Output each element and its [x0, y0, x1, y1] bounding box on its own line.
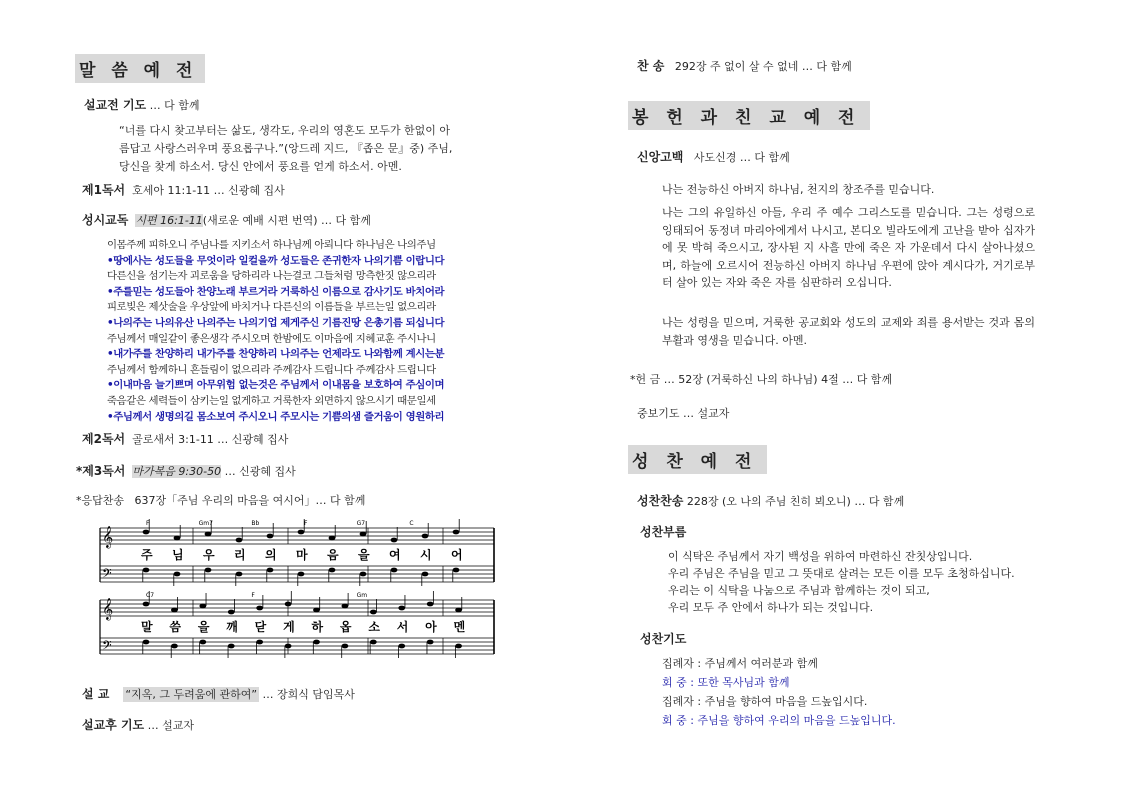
note-head	[391, 538, 398, 543]
note-head	[298, 572, 305, 577]
responsive-reading	[82, 211, 371, 228]
note-head	[313, 608, 320, 613]
prayer-line-1: “너를 다시 찾고부터는 삶도, 생각도, 우리의 영혼도 모두가 한없이 아	[119, 124, 451, 137]
pre-sermon-prayer-suffix: … 다 함께	[149, 99, 200, 112]
chord-symbol: Bb	[251, 520, 260, 527]
note-head	[391, 568, 398, 573]
note-head	[143, 602, 150, 607]
eucharist-hymn-text: 228장 (오 나의 주님 친히 뵈오니) … 다 함께	[686, 495, 905, 508]
bass-clef: 𝄢	[102, 638, 112, 656]
lyric-syllable: 닫	[254, 620, 267, 634]
section-title-eucharist: 성 찬 예 전	[628, 445, 767, 474]
eucharist-prayer-label: 성찬기도	[640, 632, 687, 646]
reading-1-text: 호세아 11:1-11 … 신광혜 집사	[132, 184, 285, 197]
offering-text: … 52장 (거룩하신 나의 하나님) 4절 … 다 함께	[663, 373, 893, 386]
reading-2-label: 제2독서	[82, 432, 126, 446]
prayer-exchange-1: 집례자 : 주님께서 여러분과 함께	[662, 657, 818, 670]
lyric-syllable: 소	[368, 620, 380, 634]
sermon-label: 설 교	[82, 687, 110, 701]
eucharist-hymn-label: 성찬찬송	[637, 494, 684, 508]
note-head	[228, 644, 235, 649]
section-title-offering: 봉 헌 과 친 교 예 전	[628, 101, 870, 130]
offering	[630, 371, 892, 387]
intercession-text: … 설교자	[683, 407, 730, 420]
response-hymn	[76, 492, 365, 508]
note-head	[228, 610, 235, 615]
reading-1	[82, 181, 285, 198]
chord-symbol: C	[409, 520, 414, 527]
hymn-text: 292장 주 없이 살 수 없네 … 다 함께	[674, 60, 852, 73]
reading-1-label: 제1독서	[82, 183, 126, 197]
lyric-syllable: 어	[451, 548, 463, 562]
psalm-lines	[107, 238, 502, 425]
lyric-syllable: 을	[197, 620, 210, 634]
chord-symbol: Gm	[356, 592, 368, 599]
post-sermon-prayer-label: 설교후 기도	[82, 718, 145, 732]
lyric-syllable: 의	[265, 548, 277, 562]
pre-sermon-prayer-label: 설교전 기도	[84, 98, 147, 112]
note-head	[427, 640, 434, 645]
note-head	[205, 568, 212, 573]
psalm-line: 피로빚은 제삿술을 우상앞에 바치거나 다른신의 이름들을 부르는일 없으리라	[107, 301, 436, 314]
responsive-reading-suffix: (새로운 예배 시편 번역) … 다 함께	[202, 214, 371, 227]
prayer-line-2: 름답고 사랑스러우며 풍요롭구나.”(앙드레 지드, 『좁은 문』중) 주님,	[119, 142, 453, 155]
response-hymn-text: 637장「주님 우리의 마음을 여시어」… 다 함께	[134, 494, 366, 507]
hymn-score	[98, 516, 496, 664]
psalm-line: 죽음같은 세력들이 삼키는일 없게하고 거룩한자 외면하지 않으시기 때문일세	[107, 394, 436, 407]
chord-symbol: C7	[146, 592, 155, 599]
reading-3-label: *제3독서	[76, 464, 126, 478]
lyric-syllable: 말	[141, 620, 153, 634]
note-head	[256, 606, 263, 611]
creed-para-3: 나는 성령을 믿으며, 거룩한 공교회와 성도의 교제와 죄를 용서받는 것과 몸의 부활과 영생을 믿습니다. 아멘.	[662, 316, 1035, 347]
psalm-line: 주님께서 함께하니 흔들림이 없으리라 주께감사 드립니다 주께감사 드립니다	[107, 363, 436, 376]
creed-suffix: 사도신경 … 다 함께	[693, 151, 790, 164]
note-head	[267, 568, 274, 573]
lyric-syllable: 주	[141, 548, 153, 562]
reading-2-text: 골로새서 3:1-11 … 신광혜 집사	[132, 433, 289, 446]
note-head	[285, 644, 292, 649]
invitation-line-1: 이 식탁은 주님께서 자기 백성을 위하여 마련하신 잔칫상입니다.	[668, 550, 973, 563]
invitation-line-4: 우리 모두 주 안에서 하나가 되는 것입니다.	[668, 601, 874, 614]
note-head	[199, 604, 206, 609]
lyric-syllable: 음	[327, 548, 339, 562]
section-title-word-liturgy: 말 씀 예 전	[75, 54, 205, 83]
psalm-line: •나의주는 나의유산 나의주는 나의기업 제게주신 기름진땅 은총기름 되십니다	[107, 316, 445, 329]
treble-clef: 𝄞	[102, 526, 114, 548]
creed-label: 신앙고백	[637, 150, 684, 164]
lyric-syllable: 멘	[453, 620, 466, 634]
prayer-exchange-4: 회 중 : 주님을 향하여 우리의 마음을 드높입니다.	[662, 714, 896, 727]
prayer-exchange-2: 회 중 : 또한 목사님과 함께	[662, 676, 790, 689]
reading-3	[76, 462, 296, 479]
hymn-label: 찬 송	[637, 59, 665, 73]
psalm-line: •주님께서 생명의길 몸소보여 주시오니 주모시는 기쁨의샘 즐거움이 영원하리	[107, 410, 445, 423]
note-head	[455, 608, 462, 613]
responsive-reading-label: 성시교독	[82, 213, 129, 227]
lyric-syllable: 여	[389, 548, 401, 562]
note-head	[398, 606, 405, 611]
note-head	[342, 644, 349, 649]
bass-clef: 𝄢	[102, 566, 112, 584]
note-head	[174, 572, 181, 577]
lyric-syllable: 씀	[169, 620, 182, 634]
creed-heading	[637, 148, 790, 165]
intercession	[637, 405, 729, 421]
chord-symbol: F	[304, 520, 308, 527]
chord-symbol: F	[146, 520, 150, 527]
psalm-line: •내가주를 찬양하리 내가주를 찬양하리 나의주는 언제라도 나와함께 계시는분	[107, 348, 445, 361]
lyric-syllable: 시	[420, 548, 432, 562]
note-head	[298, 530, 305, 535]
invitation-label: 성찬부름	[640, 525, 687, 539]
lyric-syllable: 을	[358, 548, 370, 562]
note-head	[453, 530, 460, 535]
note-head	[360, 572, 367, 577]
reading-3-ref: 마가복음 9:30-50	[132, 465, 222, 478]
lyric-syllable: 하	[311, 620, 324, 634]
chord-symbol: G7	[356, 520, 366, 527]
sermon-title: “지옥, 그 두려움에 관하여”	[125, 688, 258, 701]
note-head	[205, 532, 212, 537]
note-head	[370, 610, 377, 615]
lyric-syllable: 게	[283, 620, 295, 634]
hymn	[637, 57, 852, 74]
prayer-exchange-3: 집례자 : 주님을 향하여 마음을 드높입시다.	[662, 695, 868, 708]
note-head	[143, 530, 150, 535]
note-head	[285, 602, 292, 607]
post-sermon-prayer	[82, 716, 194, 733]
note-head	[427, 602, 434, 607]
lyric-syllable: 우	[203, 548, 215, 562]
post-sermon-prayer-suffix: … 설교자	[147, 719, 195, 732]
note-head	[422, 572, 429, 577]
offering-label: *헌 금	[630, 373, 661, 386]
note-head	[360, 532, 367, 537]
note-head	[267, 534, 274, 539]
lyric-syllable: 아	[425, 620, 437, 634]
sermon	[82, 685, 355, 702]
pre-sermon-prayer-heading	[84, 96, 200, 113]
creed-para-2: 나는 그의 유일하신 아들, 우리 주 예수 그리스도를 믿습니다. 그는 성령으로 잉태되어 동정녀 마리아에게서 나시고, 본디오 빌라도에게 고난을 받아 십자가에 못 박혀 죽으시고, 장사된 지 사흘 만에 죽은 자 가운데서 다시 살아나셨으며, 하늘에 오르시어 전능하신 아버지 하나님 우편에 앉아 계시다가, 거기로부터 살아 있는 자와 죽은 자를 심판하러 오십니다.	[662, 206, 1035, 289]
lyric-syllable: 서	[396, 620, 409, 634]
response-hymn-label: *응답찬송	[76, 494, 125, 507]
chord-symbol: F	[251, 592, 255, 599]
intercession-label: 중보기도	[637, 407, 680, 420]
treble-clef: 𝄞	[102, 598, 114, 620]
chord-symbol: Gm7	[198, 520, 213, 527]
note-head	[256, 640, 263, 645]
lyric-syllable: 깨	[226, 620, 238, 634]
responsive-reading-ref: 시편 16:1-11	[135, 214, 203, 227]
note-head	[171, 644, 178, 649]
note-head	[342, 604, 349, 609]
reading-3-suffix: … 신광혜 집사	[224, 465, 296, 478]
note-head	[422, 534, 429, 539]
lyric-syllable: 옵	[339, 620, 352, 634]
lyric-syllable: 마	[296, 548, 308, 562]
sermon-suffix: … 장희식 담임목사	[262, 688, 355, 701]
invitation-line-3: 우리는 이 식탁을 나눔으로 주님과 함께하는 것이 되고,	[668, 584, 930, 597]
psalm-line: 다른신을 섬기는자 괴로움을 당하리라 나는결코 그들처럼 망측한짓 않으리라	[107, 270, 436, 283]
note-head	[370, 640, 377, 645]
prayer-line-3: 당신을 찾게 하소서. 당신 안에서 풍요를 얻게 하소서. 아멘.	[119, 160, 402, 173]
psalm-line: •이내마음 늘기쁘며 아무위험 없는것은 주님께서 이내몸을 보호하여 주심이며	[107, 379, 445, 392]
psalm-line: 이몸주께 피하오니 주님나를 지키소서 하나님께 아뢰니다 하나님은 나의주님	[107, 239, 436, 251]
psalm-line: 주님께서 매일같이 좋은생각 주시오며 한밤에도 이마음에 지혜교훈 주시나니	[107, 332, 436, 345]
note-head	[171, 608, 178, 613]
creed-para-1: 나는 전능하신 아버지 하나님, 천지의 창조주를 믿습니다.	[662, 183, 935, 196]
note-head	[313, 640, 320, 645]
note-head	[236, 538, 243, 543]
lyric-syllable: 님	[172, 548, 184, 562]
psalm-line: •땅에사는 성도들을 무엇이라 일컬을까 성도들은 존귀한자 나의기쁨 이랍니다	[107, 254, 445, 267]
note-head	[236, 572, 243, 577]
note-head	[398, 644, 405, 649]
invitation-line-2: 우리 주님은 주님을 믿고 그 뜻대로 살려는 모든 이를 모두 초청하십니다.	[668, 567, 1015, 580]
note-head	[329, 536, 336, 541]
reading-2	[82, 430, 288, 447]
note-head	[453, 568, 460, 573]
eucharist-hymn	[637, 492, 904, 509]
note-head	[143, 568, 150, 573]
lyric-syllable: 리	[234, 548, 246, 562]
note-head	[174, 536, 181, 541]
note-head	[143, 640, 150, 645]
note-head	[199, 640, 206, 645]
psalm-line: •주를믿는 성도들아 찬양노래 부르거라 거룩하신 이름으로 감사기도 바치어라	[107, 285, 445, 298]
note-head	[329, 568, 336, 573]
note-head	[455, 644, 462, 649]
